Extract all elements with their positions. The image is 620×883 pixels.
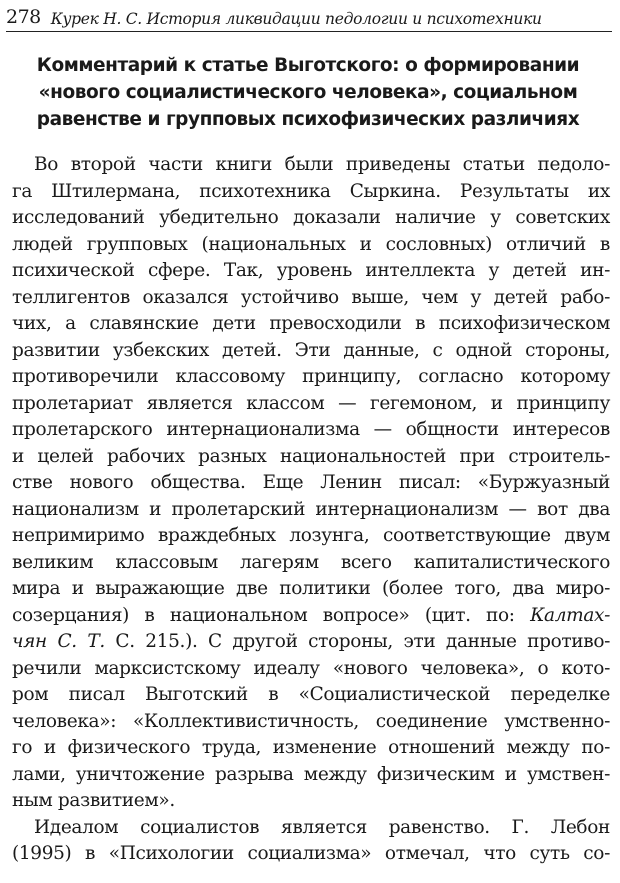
text-segment: С. 215.). С другой стороны, эти данные противо-	[104, 631, 611, 652]
text-line: великим классовым лагерям всего капиталистического	[12, 551, 610, 573]
body-text	[12, 152, 610, 868]
text-line: психической сфере. Так, уровень интеллекта у детей ин-	[12, 260, 610, 281]
text-line: чих, а славянские дети превосходили в психофизическом	[12, 313, 610, 334]
text-line: (1995) в «Психологии социализма» отмечал, что суть со-	[12, 843, 610, 864]
text-line	[12, 603, 610, 630]
running-title: Курек Н. С. История ликвидации педологии и психотехники	[50, 10, 542, 28]
text-line: пролетариат является классом — гегемоном, и принципу	[12, 392, 610, 414]
text-line: Во второй части книги были приведены статьи педоло-	[34, 154, 610, 175]
heading-line: «нового социалистического человека», социальном	[38, 82, 578, 103]
text-line: речили марксистскому идеалу «нового человека», о кото-	[12, 657, 610, 679]
text-line: лами, уничтожение разрыва между физическим и умствен-	[12, 763, 610, 785]
running-head	[6, 2, 612, 32]
text-line: исследований убедительно доказали наличие у советских	[12, 207, 610, 228]
text-line	[12, 629, 610, 656]
heading-line: равенстве и групповых психофизических различиях	[36, 109, 580, 130]
text-line: мира и выражающие две политики (более того, два миро-	[12, 578, 610, 599]
text-line: непримиримо враждебных лозунга, соответствующие двум	[12, 525, 610, 546]
citation-author: Калтах-	[530, 604, 610, 626]
text-line: человека»: «Коллективистичность, соединение умственно-	[12, 710, 610, 732]
text-line: национализм и пролетарский интернационализм — вот два	[12, 498, 610, 520]
text-line: го и физического труда, изменение отношений между по-	[12, 737, 610, 758]
text-line: развитии узбекских детей. Эти данные, с одной стороны,	[12, 339, 610, 361]
text-line: пролетарского интернационализма — общности интересов	[12, 419, 610, 440]
heading-line: Комментарий к статье Выготского: о формировании	[36, 55, 580, 76]
citation-author: чян С. Т.	[12, 631, 105, 652]
text-line: Идеалом социалистов является равенство. Г. Лебон	[34, 816, 610, 838]
text-line: и целей рабочих разных национальностей при строитель-	[12, 445, 610, 467]
section-heading	[10, 52, 606, 133]
text-line: противоречили классовому принципу, согласно которому	[12, 366, 610, 387]
text-line: людей групповых (национальных и сословных) отличий в	[12, 233, 610, 255]
text-line: га Штилермана, психотехника Сыркина. Результаты их	[12, 180, 610, 202]
text-line: теллигентов оказался устойчиво выше, чем у детей рабо-	[12, 286, 610, 308]
text-line: ром писал Выготский в «Социалистической переделке	[12, 684, 610, 705]
text-line: ным развитием».	[12, 790, 175, 811]
page-number: 278	[6, 6, 41, 28]
text-segment: созерцания) в национальном вопросе» (цит. по:	[12, 604, 531, 626]
text-line: стве нового общества. Еще Ленин писал: «Буржуазный	[12, 472, 610, 493]
